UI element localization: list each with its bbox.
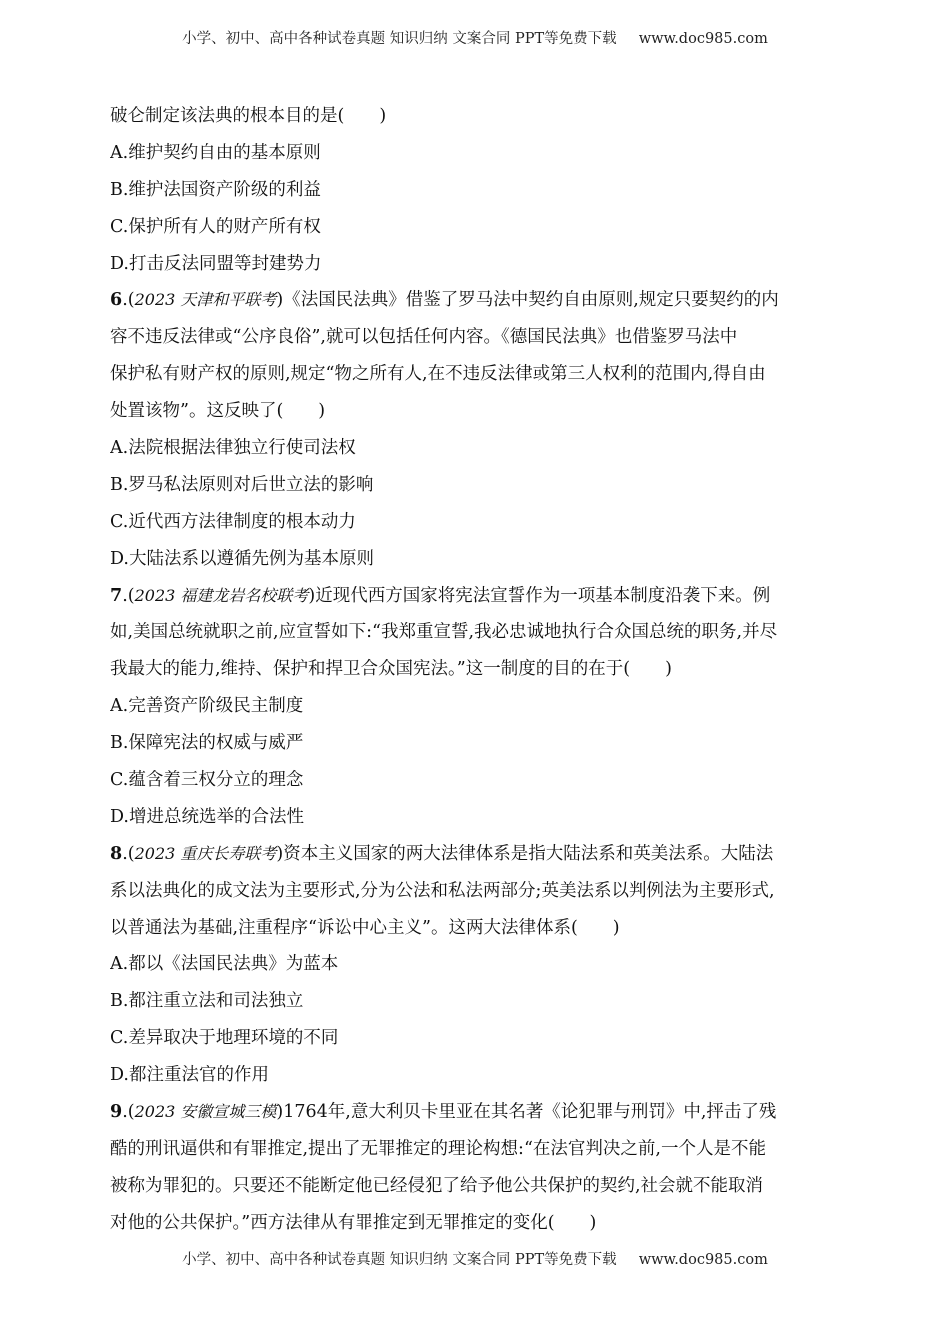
question-stem-line: 被称为罪犯的。只要还不能断定他已经侵犯了给予他公共保护的契约,社会就不能取消 xyxy=(110,1175,764,1196)
question-number: 7 xyxy=(110,585,123,606)
question-source: 2023 安徽宣城三模 xyxy=(134,1102,277,1122)
option-a: A.法院根据法律独立行使司法权 xyxy=(110,438,356,459)
option-d: D.打击反法同盟等封建势力 xyxy=(110,253,322,274)
question-stem-line: 容不违反法律或“公序良俗”,就可以包括任何内容。《德国民法典》也借鉴罗马法中 xyxy=(110,327,738,348)
option-c: C.近代西方法律制度的根本动力 xyxy=(110,511,356,532)
question-6 xyxy=(110,282,840,577)
footer-site: www.doc985.com xyxy=(638,1252,768,1268)
question-source: 2023 重庆长寿联考 xyxy=(134,843,277,863)
option-c: C.差异取决于地理环境的不同 xyxy=(110,1028,339,1049)
question-stem: 7.(2023 福建龙岩名校联考)近现代西方国家将宪法宣誓作为一项基本制度沿袭下来。例 xyxy=(110,585,771,606)
option-b: B.罗马私法原则对后世立法的影响 xyxy=(110,474,374,495)
question-source: 2023 福建龙岩名校联考 xyxy=(134,585,309,605)
page-header xyxy=(0,27,950,48)
question-source: 2023 天津和平联考 xyxy=(134,290,277,310)
question-stem-line: 酷的刑讯逼供和有罪推定,提出了无罪推定的理论构想:“在法官判决之前,一个人是不能 xyxy=(110,1138,766,1159)
option-c: C.保护所有人的财产所有权 xyxy=(110,216,321,237)
question-8 xyxy=(110,836,840,1094)
question-number: 8 xyxy=(110,843,123,864)
question-9 xyxy=(110,1094,840,1242)
option-d: D.大陆法系以遵循先例为基本原则 xyxy=(110,548,374,569)
question-5 xyxy=(110,98,840,282)
page-footer xyxy=(0,1248,950,1269)
question-stem-line: 我最大的能力,维持、保护和捍卫合众国宪法。”这一制度的目的在于( ) xyxy=(110,659,672,680)
document-body xyxy=(110,98,840,1242)
question-stem: 破仑制定该法典的根本目的是( ) xyxy=(110,106,387,126)
option-d: D.增进总统选举的合法性 xyxy=(110,806,304,827)
question-stem: 6.(2023 天津和平联考)《法国民法典》借鉴了罗马法中契约自由原则,规定只要契约的内 xyxy=(110,290,779,311)
option-b: B.都注重立法和司法独立 xyxy=(110,991,304,1012)
question-stem-line: 系以法典化的成文法为主要形式,分为公法和私法两部分;英美法系以判例法为主要形式, xyxy=(110,880,775,901)
header-text: 小学、初中、高中各种试卷真题 知识归纳 文案合同 PPT等免费下载 xyxy=(182,31,617,47)
option-c: C.蕴含着三权分立的理念 xyxy=(110,770,304,791)
question-stem: 9.(2023 安徽宣城三模)1764年,意大利贝卡里亚在其名著《论犯罪与刑罚》中,抨击了残 xyxy=(110,1102,777,1123)
option-a: A.都以《法国民法典》为蓝本 xyxy=(110,954,339,975)
option-b: B.维护法国资产阶级的利益 xyxy=(110,179,321,200)
question-number: 6 xyxy=(110,290,123,311)
question-stem-line: 保护私有财产权的原则,规定“物之所有人,在不违反法律或第三人权利的范围内,得自由 xyxy=(110,364,766,385)
question-number: 9 xyxy=(110,1102,123,1123)
option-a: A.完善资产阶级民主制度 xyxy=(110,696,304,717)
question-7 xyxy=(110,578,840,836)
question-stem-line: 如,美国总统就职之前,应宣誓如下:“我郑重宣誓,我必忠诚地执行合众国总统的职务,并尽 xyxy=(110,622,778,643)
header-site: www.doc985.com xyxy=(638,31,768,47)
footer-text: 小学、初中、高中各种试卷真题 知识归纳 文案合同 PPT等免费下载 xyxy=(182,1252,617,1268)
option-d: D.都注重法官的作用 xyxy=(110,1065,269,1086)
question-stem-line: 对他的公共保护。”西方法律从有罪推定到无罪推定的变化( ) xyxy=(110,1212,597,1233)
option-b: B.保障宪法的权威与威严 xyxy=(110,733,304,754)
question-stem: 8.(2023 重庆长寿联考)资本主义国家的两大法律体系是指大陆法系和英美法系。大陆法 xyxy=(110,843,774,864)
question-stem-line: 处置该物”。这反映了( ) xyxy=(110,401,326,422)
question-stem-line: 以普通法为基础,注重程序“诉讼中心主义”。这两大法律体系( ) xyxy=(110,917,620,938)
option-a: A.维护契约自由的基本原则 xyxy=(110,142,321,163)
